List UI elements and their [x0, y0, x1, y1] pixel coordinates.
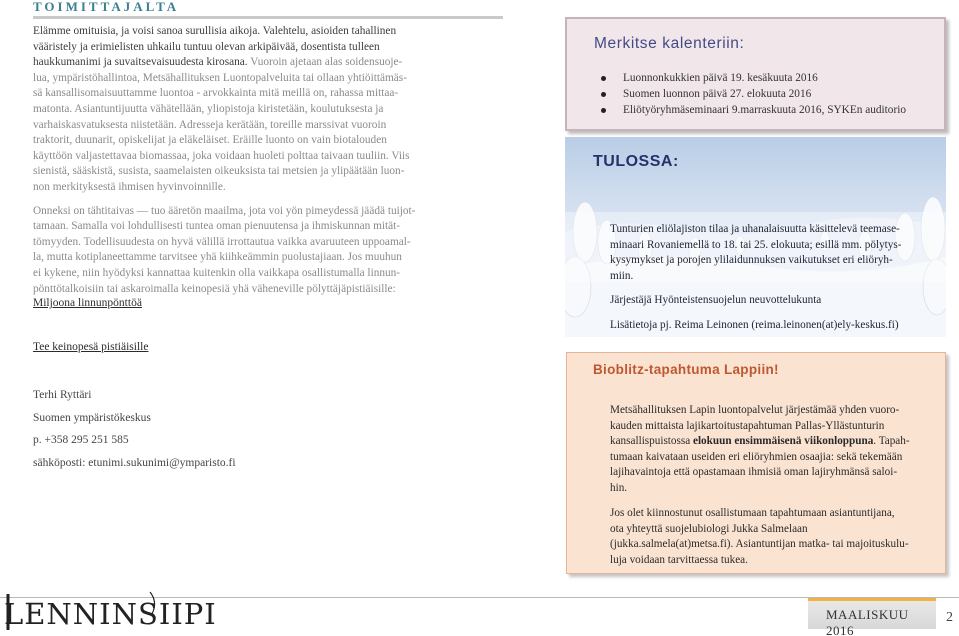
editorial-line: [33, 55, 463, 71]
bioblitz-paragraph-1: [610, 403, 930, 496]
section-divider: [33, 16, 503, 19]
editorial-line: lua, ympäristöhallintoa, Metsähallituksen Luontopalveluita tai ollaan yhtiöittämäs-: [33, 71, 407, 84]
upcoming-text: [610, 222, 930, 342]
bioblitz-line: kauden mittaista lajikartoitustapahtuman Pallas-Yllästunturin: [610, 419, 885, 432]
editorial-text: haukkumanimi ja suvaitsevaisuudesta kirosana.: [33, 56, 248, 69]
link-million-birdhouses[interactable]: Miljoona linnunpönttöä: [33, 297, 142, 309]
page-number: 2: [946, 610, 953, 625]
issue-banner: [808, 598, 936, 636]
contact-block: [33, 384, 236, 474]
editorial-line: la, mutta kotiplaneettamme tarvitsee yhä kiihkeämmin puolustajiaan. Jos muuhun: [33, 251, 402, 264]
bioblitz-line: . Tapah-: [873, 435, 910, 447]
calendar-list: [597, 70, 906, 118]
calendar-box: [565, 17, 946, 131]
upcoming-line: kysymykset ja porojen ylilaidunnuksen vaikutukset eri eliöryh-: [610, 254, 893, 266]
bioblitz-line: lajihavaintoja että opastamaan ihmisiä oman lajiryhmänsä saloi-: [610, 466, 898, 478]
editorial-line: pönttötalkoisiin tai askaroimalla keinopesiä yhä väheneville pölyttäjäpistiäisille:: [33, 282, 396, 295]
link-insect-nest[interactable]: Tee keinopesä pistiäisille: [33, 341, 149, 353]
editorial-paragraph-1: [33, 24, 463, 196]
editorial-line: Onneksi on tähtitaivas — tuo ääretön maailma, jota voi yön pimeydessä jäädä tuijot-: [33, 204, 416, 217]
editorial-line: tömyyden. Todellisuudesta on hyvä välillä irrottautua vaikka avaruuteen uppoamal-: [33, 235, 411, 248]
contact-phone: p. +358 295 251 585: [33, 434, 129, 446]
bioblitz-box: [566, 352, 946, 574]
section-title: TOIMITTAJALTA: [33, 0, 180, 14]
upcoming-paragraph-1: [610, 222, 930, 284]
bioblitz-line: hin.: [610, 481, 628, 494]
editorial-line: käyttöön valjastettavaa biomassaa, joka voidaan huoleti polttaa taivaan tuuliin. Viis: [33, 149, 410, 162]
magazine-logo: LENNINSIIPI: [4, 597, 217, 631]
bioblitz-line: (jukka.salmela(at)metsa.fi). Asiantuntijan matka- tai majoituskulu-: [610, 538, 909, 550]
issue-date: MAALISKUU 2016: [826, 607, 909, 636]
editorial-line: Elämme omituisia, ja voisi sanoa surullisia aikoja. Valehtelu, asioiden tahallinen: [33, 25, 397, 37]
bioblitz-paragraph-2: [610, 506, 930, 568]
calendar-item: Eliötyöryhmäseminaari 9.marraskuuta 2016, SYKEn auditorio: [597, 102, 906, 118]
upcoming-line: minaari Rovaniemellä to 18. tai 25. elokuuta; esillä mm. pölytys-: [610, 238, 902, 251]
editorial-line: sienistä, sääskistä, susista, saamelaisten oikeuksista tai metsien ja ylipäätään luon-: [33, 165, 405, 178]
bioblitz-line: kansallispuistossa: [610, 435, 693, 447]
upcoming-line: Tunturien eliölajiston tilaa ja uhanalaisuutta käsittelevä teemase-: [610, 223, 900, 235]
bioblitz-line: luja voidaan tarvittaessa tukea.: [610, 553, 748, 566]
calendar-item: Suomen luonnon päivä 27. elokuuta 2016: [597, 86, 906, 102]
editorial-column: [33, 0, 463, 297]
editorial-line: non merkityksestä ihmisen hyvinvoinnille.: [33, 180, 226, 193]
editorial-line: matonta. Asiantuntijuutta vähätellään, yliopistoja kiristetään, koulutuksesta ja: [33, 102, 384, 115]
editorial-paragraph-2: [33, 204, 463, 298]
upcoming-line: miin.: [610, 269, 634, 282]
calendar-title: Merkitse kalenteriin:: [594, 35, 745, 52]
editorial-line: vääristely ja erimielisten uhkailu tuntuu olevan arkipäivää, dosentista tulleen: [33, 40, 380, 53]
editorial-line: varhaiskasvatuksesta niistetään. Adresseja kerätään, toreille marssivat vuoroin: [33, 118, 387, 131]
bioblitz-emphasis: elokuun ensimmäisenä viikonloppuna: [692, 435, 874, 447]
editorial-line: traktorit, duunarit, opiskelijat ja eläkeläiset. Eräille luonto on vain biotalouden: [33, 134, 387, 147]
contact-email: sähköposti: etunimi.sukunimi@ymparisto.fi: [33, 456, 236, 469]
editorial-line: tamaan. Samalla voi lohdullisesti tuntea oman pienuutensa ja ihmiskunnan mität-: [33, 220, 401, 233]
upcoming-title: TULOSSA:: [593, 153, 679, 170]
bioblitz-line: tumaan kaivataan useiden eri eliöryhmien osaajia: sekä tekemään: [610, 450, 903, 463]
bioblitz-text: [610, 403, 930, 578]
upcoming-more-info: Lisätietoja pj. Reima Leinonen (reima.leinonen(at)ely-keskus.fi): [610, 318, 899, 331]
bioblitz-title: Bioblitz-tapahtuma Lappiin!: [593, 362, 779, 377]
contact-organization: Suomen ympäristökeskus: [33, 411, 151, 424]
bioblitz-line: ota yhteyttä suojelubiologi Jukka Salmelaan: [610, 522, 808, 535]
upcoming-organizer: Järjestäjä Hyönteistensuojelun neuvottelukunta: [610, 294, 822, 306]
editorial-line: sä kansallisomaisuuttamme luontoa - arvokkainta mitä meillä on, rahassa mittaa-: [33, 87, 399, 100]
contact-name: Terhi Ryttäri: [33, 389, 92, 401]
calendar-item: Luonnonkukkien päivä 19. kesäkuuta 2016: [597, 70, 906, 86]
bioblitz-line: Jos olet kiinnostunut osallistumaan tapahtumaan asiantuntijana,: [610, 507, 895, 519]
bioblitz-line: Metsähallituksen Lapin luontopalvelut järjestämää yhden vuoro-: [610, 404, 900, 416]
editorial-line: ei kykene, niin hyödyksi kannattaa kuitenkin olla vaikkapa osallistumalla linnun-: [33, 266, 401, 279]
editorial-text: Vuoroin ajetaan alas soidensuoje-: [247, 56, 403, 69]
